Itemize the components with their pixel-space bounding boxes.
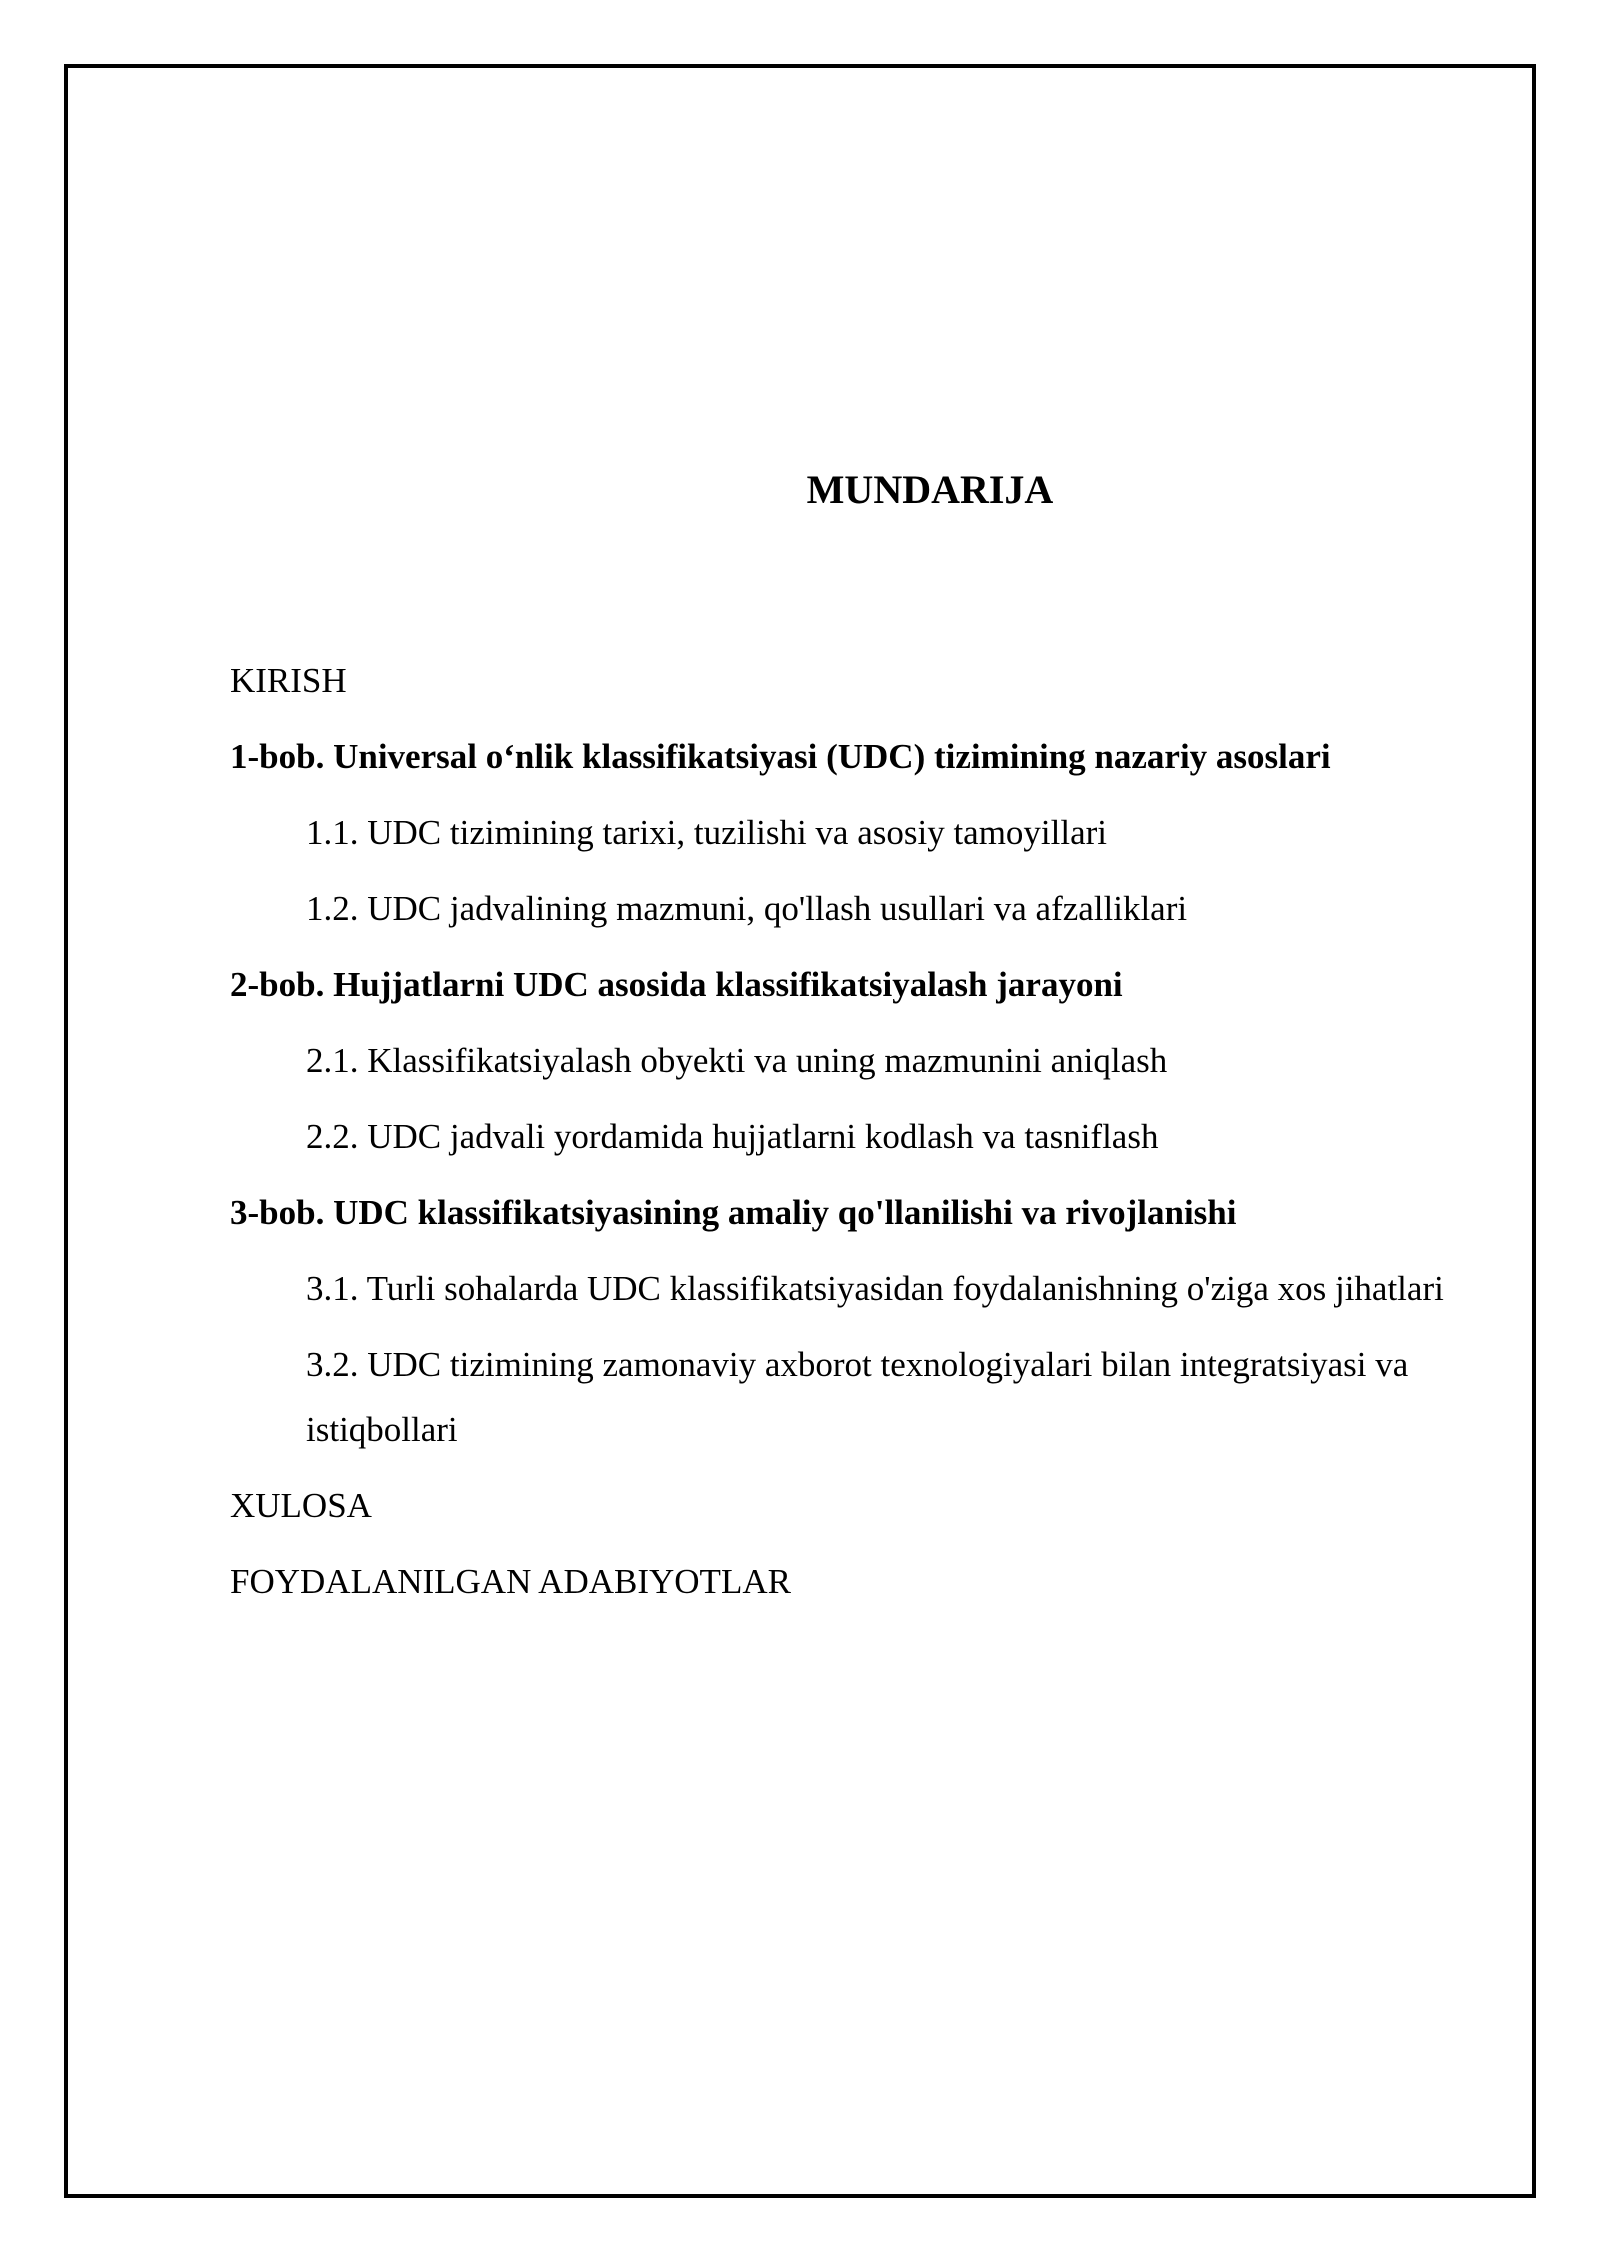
page-title: MUNDARIJA xyxy=(806,467,1054,512)
table-of-contents xyxy=(230,648,1460,1614)
toc-item-introduction: KIRISH xyxy=(230,661,347,700)
toc-item-references: FOYDALANILGAN ADABIYOTLAR xyxy=(230,1562,791,1601)
toc-section-1-1: 1.1. UDC tizimining tarixi, tuzilishi va asosiy tamoyillari xyxy=(306,813,1108,852)
toc-section-3-2: 3.2. UDC tizimining zamonaviy axborot texnologiyalari bilan integratsiyasi va istiqbollari xyxy=(306,1345,1409,1449)
toc-item-conclusion: XULOSA xyxy=(230,1486,372,1525)
toc-chapter-2: 2-bob. Hujjatlarni UDC asosida klassifikatsiyalash jarayoni xyxy=(230,965,1123,1004)
toc-section-1-2: 1.2. UDC jadvalining mazmuni, qo'llash usullari va afzalliklari xyxy=(306,889,1188,928)
toc-section-2-2: 2.2. UDC jadvali yordamida hujjatlarni kodlash va tasniflash xyxy=(306,1117,1159,1156)
toc-section-3-1: 3.1. Turli sohalarda UDC klassifikatsiyasidan foydalanishning o'ziga xos jihatlari xyxy=(306,1269,1444,1308)
document-content xyxy=(230,440,1460,1625)
toc-chapter-3: 3-bob. UDC klassifikatsiyasining amaliy qo'llanilishi va rivojlanishi xyxy=(230,1193,1237,1232)
toc-section-2-1: 2.1. Klassifikatsiyalash obyekti va uning mazmunini aniqlash xyxy=(306,1041,1168,1080)
toc-chapter-1: 1-bob. Universal o‘nlik klassifikatsiyasi (UDC) tizimining nazariy asoslari xyxy=(230,737,1331,776)
